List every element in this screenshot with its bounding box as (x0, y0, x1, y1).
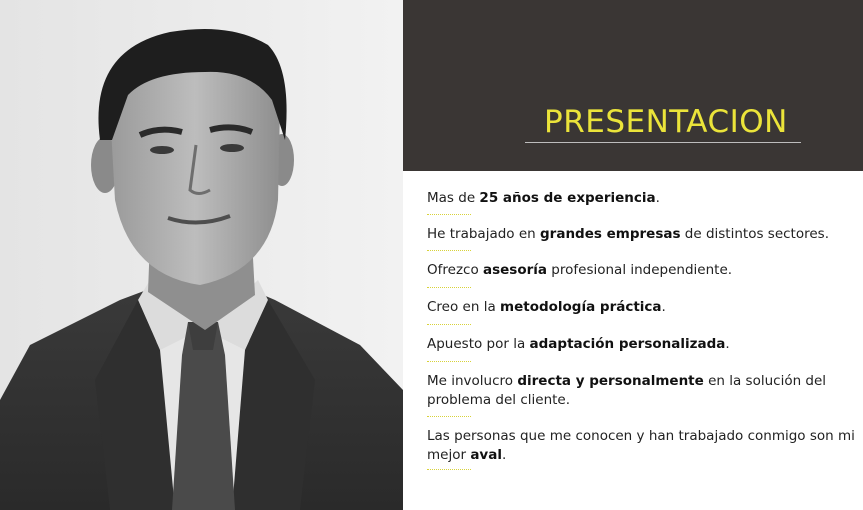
item-text: Las personas que me conocen y han trabajado conmigo son mi mejor (427, 428, 855, 463)
item-divider (427, 416, 471, 417)
item-text: Apuesto por la (427, 336, 530, 352)
item-text: de distintos sectores. (680, 226, 829, 242)
item-emphasis: 25 años de experiencia (479, 190, 656, 206)
item-text: . (501, 447, 507, 463)
list-item (427, 372, 857, 410)
item-emphasis: metodología práctica (500, 299, 662, 315)
item-divider (427, 324, 471, 325)
item-text: Me involucro (427, 373, 518, 389)
page-title: PRESENTACION (544, 104, 788, 140)
item-divider (427, 250, 471, 251)
list-item (427, 189, 857, 208)
item-text: en la solución del problema del cliente. (427, 373, 827, 408)
item-text: He trabajado en (427, 226, 541, 242)
item-text: Mas de (427, 190, 480, 206)
item-divider (427, 469, 471, 470)
list-item (427, 225, 857, 244)
item-emphasis: asesoría (483, 262, 548, 278)
list-item (427, 261, 857, 280)
title-underline (525, 142, 801, 143)
list-item (427, 427, 857, 465)
portrait-photo (0, 0, 403, 510)
item-text: profesional independiente. (547, 262, 733, 278)
item-text: Creo en la (427, 299, 501, 315)
item-emphasis: directa y personalmente (517, 373, 704, 389)
item-divider (427, 214, 471, 215)
item-emphasis: adaptación personalizada (529, 336, 726, 352)
list-item (427, 298, 857, 317)
portrait-illustration (0, 0, 403, 510)
item-text: . (661, 299, 666, 315)
item-text: . (725, 336, 730, 352)
item-text: . (655, 190, 660, 206)
list-item (427, 335, 857, 354)
bullet-list (403, 171, 863, 510)
item-emphasis: grandes empresas (540, 226, 681, 242)
item-emphasis: aval (470, 447, 502, 463)
header-panel (403, 0, 863, 171)
item-divider (427, 361, 471, 362)
item-text: Ofrezco (427, 262, 483, 278)
item-divider (427, 287, 471, 288)
